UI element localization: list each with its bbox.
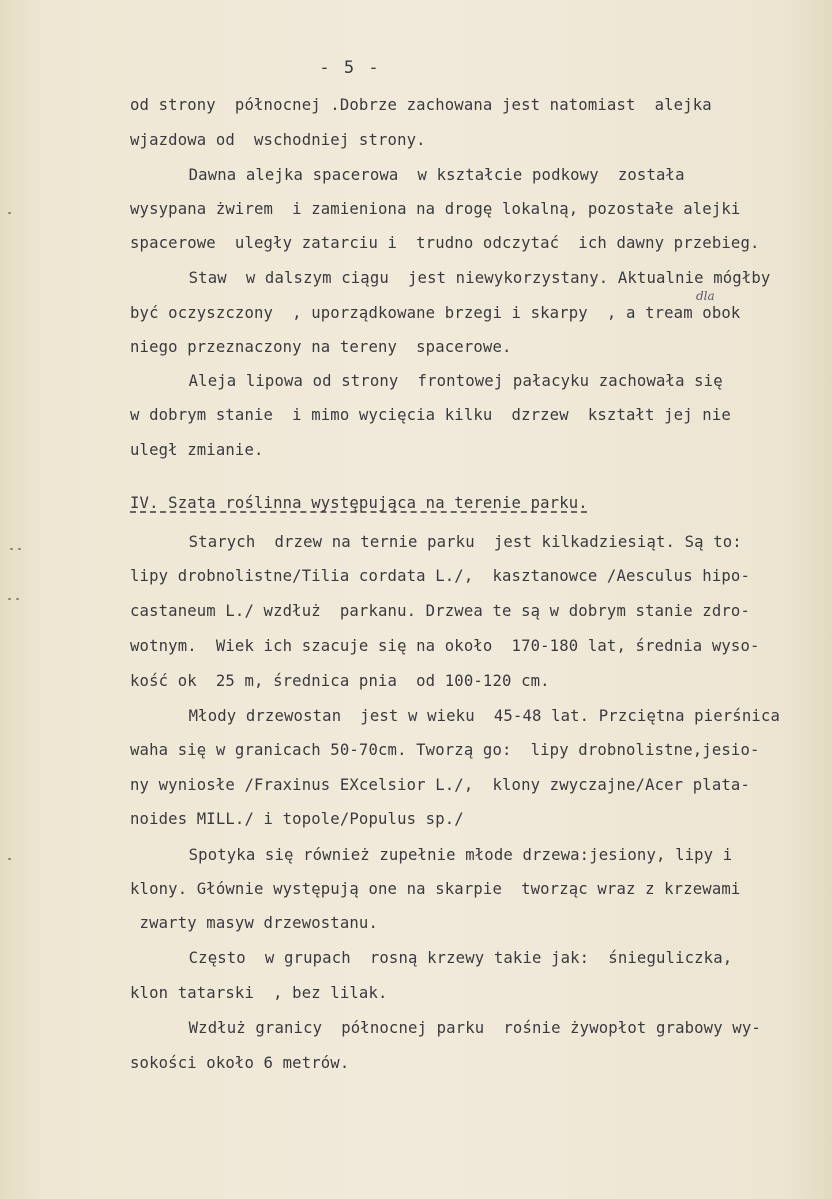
margin-mark [8, 212, 11, 214]
text-line: w dobrym stanie i mimo wycięcia kilku dzrzew kształt jej nie [130, 406, 731, 424]
text-line: Staw w dalszym ciągu jest niewykorzystany. Aktualnie mógłby [160, 269, 771, 287]
text-line: wotnym. Wiek ich szacuje się na około 170-180 lat, średnia wyso- [130, 637, 760, 655]
margin-mark [8, 858, 11, 860]
text-line: Spotyka się również zupełnie młode drzewa:jesiony, lipy i [160, 846, 733, 864]
text-line: castaneum L./ wzdłuż parkanu. Drzwea te są w dobrym stanie zdro- [130, 602, 750, 620]
text-line: ny wyniosłe /Fraxinus EXcelsior L./, klony zwyczajne/Acer plata- [130, 776, 750, 794]
margin-mark [10, 548, 13, 550]
text-line: waha się w granicach 50-70cm. Tworzą go: lipy drobnolistne,jesio- [130, 741, 760, 759]
text-line: kość ok 25 m, średnica pnia od 100-120 cm. [130, 672, 550, 690]
text-line: klon tatarski , bez lilak. [130, 984, 388, 1002]
text-line: Aleja lipowa od strony frontowej pałacyku zachowała się [160, 372, 723, 390]
text-line: Starych drzew na ternie parku jest kilkadziesiąt. Są to: [160, 533, 742, 551]
margin-mark [18, 548, 21, 550]
text-line: Wzdłuż granicy północnej parku rośnie żywopłot grabowy wy- [160, 1019, 761, 1037]
text-line: niego przeznaczony na tereny spacerowe. [130, 338, 512, 356]
text-line: Dawna alejka spacerowa w kształcie podkowy została [160, 166, 685, 184]
text-line: klony. Głównie występują one na skarpie tworząc wraz z krzewami [130, 880, 741, 898]
text-line: lipy drobnolistne/Tilia cordata L./, kasztanowce /Aesculus hipo- [130, 567, 750, 585]
section-heading: IV. Szata roślinna występująca na terenie parku. [130, 494, 588, 512]
page-number: - 5 - [319, 58, 381, 78]
text-line: wjazdowa od wschodniej strony. [130, 131, 426, 149]
margin-mark [8, 598, 11, 600]
text-line: od strony północnej .Dobrze zachowana jest natomiast alejka [130, 96, 712, 114]
text-line: wysypana żwirem i zamieniona na drogę lokalną, pozostałe alejki [130, 200, 741, 218]
text-line: Młody drzewostan jest w wieku 45-48 lat. Przciętna pierśnica [160, 707, 780, 725]
handwritten-note: dla [696, 289, 715, 303]
text-line: Często w grupach rosną krzewy takie jak: śnieguliczka, [160, 949, 733, 967]
text-line: noides MILL./ i topole/Populus sp./ [130, 810, 464, 828]
text-line: sokości około 6 metrów. [130, 1054, 350, 1072]
text-line: być oczyszczony , uporządkowane brzegi i skarpy , a tream obok [130, 304, 741, 322]
text-line: uległ zmianie. [130, 441, 264, 459]
margin-mark [16, 598, 19, 600]
text-line: spacerowe uległy zatarciu i trudno odczytać ich dawny przebieg. [130, 234, 760, 252]
text-line: zwarty masyw drzewostanu. [130, 914, 378, 932]
